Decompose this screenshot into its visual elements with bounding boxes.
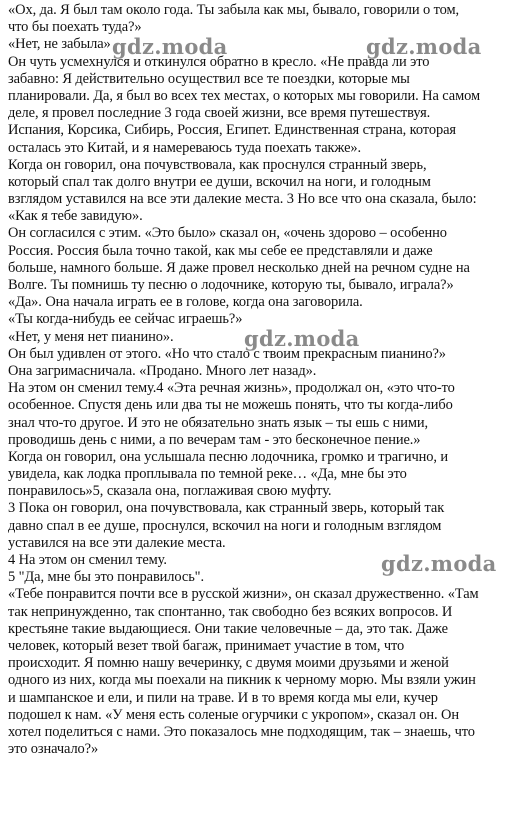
text-line: хотел поделиться с нами. Это показалось мне подходящим, так – знаешь, что (8, 723, 475, 740)
text-line: Когда он говорил, она услышала песню лодочника, громко и трагично, и (8, 448, 449, 465)
text-line: одного из них, когда мы поехали на пикник к черному морю. Мы взяли ужин (8, 672, 476, 689)
text-line: 3 Пока он говорил, она почувствовала, как странный зверь, который так (8, 500, 445, 517)
text-line: знал что-то другое. И это не обязательно знать язык – ты ешь с ними, (8, 414, 429, 431)
text-line: «Ты когда-нибудь ее сейчас играешь?» (8, 311, 243, 328)
text-line: Россия. Россия была точно такой, как мы себе ее представляли и даже (8, 242, 433, 259)
text-line: подошел к нам. «У меня есть соленые огурчики с укропом», сказал он. Он (8, 706, 459, 723)
text-line: человек, который везет твой багаж, принимает участие в том, что (8, 637, 405, 654)
text-line: «Как я тебе завидую». (8, 208, 143, 225)
watermark: gdz.moda (112, 34, 228, 59)
text-line: На этом он сменил тему.4 «Эта речная жизнь», продолжал он, «это что-то (8, 380, 455, 397)
text-line: забавно: Я действительно осуществил все те поездки, которые мы (8, 70, 410, 87)
text-line: Она загримасничала. «Продано. Много лет назад». (8, 362, 317, 379)
text-line: «Ох, да. Я был там около года. Ты забыла как мы, бывало, говорили о том, (8, 2, 460, 18)
text-line: осталась это Китай, и я намереваюсь туда поехать также». (8, 139, 362, 156)
text-line: Он согласился с этим. «Это было» сказал он, «очень здорово – особенно (8, 225, 447, 242)
text-line: «Нет, не забыла» (8, 36, 111, 53)
text-line: это означало?» (8, 741, 99, 758)
text-line: происходит. Я помню нашу вечеринку, с двумя моими друзьями и женой (8, 655, 449, 672)
text-line: Он чуть усмехнулся и откинулся обратно в кресло. «Не правда ли это (8, 53, 430, 70)
text-line: «Да». Она начала играть ее в голове, когда она заговорила. (8, 294, 363, 311)
text-line: увидела, как лодка проплывала по темной реке… «Да, мне бы это (8, 466, 407, 483)
text-line: больше, намного больше. Я даже провел несколько дней на речном судне на (8, 259, 470, 276)
text-line: который спал так долго внутри ее души, вскочил на ноги, и голодным (8, 173, 431, 190)
text-line: понравилось»5, сказала она, поглаживая свою муфту. (8, 483, 332, 500)
text-line: что бы поехать туда?» (8, 19, 142, 36)
text-line: «Тебе понравится почти все в русской жизни», он сказал дружественно. «Там (8, 586, 479, 603)
document-text (8, 2, 520, 758)
text-line: уставился на все эти далекие места. (8, 534, 226, 551)
watermark: gdz.moda (366, 34, 482, 59)
text-line: давно спал в ее душе, проснулся, вскочил на ноги и голодным взглядом (8, 517, 442, 534)
text-line: и шампанское и ели, и пили на траве. И в то время когда мы ели, кучер (8, 689, 438, 706)
text-line: особенное. Спустя день или два ты не можешь понять, что ты когда-либо (8, 397, 453, 414)
text-line: проводишь день с ними, а по вечерам там - это бесконечное пение.» (8, 431, 421, 448)
text-line: Когда он говорил, она почувствовала, как проснулся странный зверь, (8, 156, 427, 173)
text-line: крестьяне такие выдающиеся. Они такие человечные – да, это так. Даже (8, 620, 448, 637)
text-line: взглядом уставился на все эти далекие места. 3 Но все что она сказала, было: (8, 191, 477, 208)
text-line: 5 "Да, мне бы это понравилось". (8, 569, 204, 586)
watermark: gdz.moda (381, 551, 497, 576)
watermark: gdz.moda (244, 326, 360, 351)
text-line: Он был удивлен от этого. «Но что стало с твоим прекрасным пианино?» (8, 345, 446, 362)
text-line: планировали. Да, я был во всех тех местах, о которых мы говорили. На самом (8, 87, 480, 104)
text-line: Волге. Ты помнишь ту песню о лодочнике, которую ты, бывало, играла?» (8, 277, 454, 293)
text-line: «Нет, у меня нет пианино». (8, 328, 174, 345)
text-line: Испания, Корсика, Сибирь, Россия, Египет. Единственная страна, которая (8, 122, 456, 139)
text-line: 4 На этом он сменил тему. (8, 552, 167, 568)
text-line: так непринужденно, так спонтанно, так свободно без всяких вопросов. И (8, 603, 453, 620)
text-line: деле, я провел последние 3 года своей жизни, все время путешествуя. (8, 105, 431, 122)
